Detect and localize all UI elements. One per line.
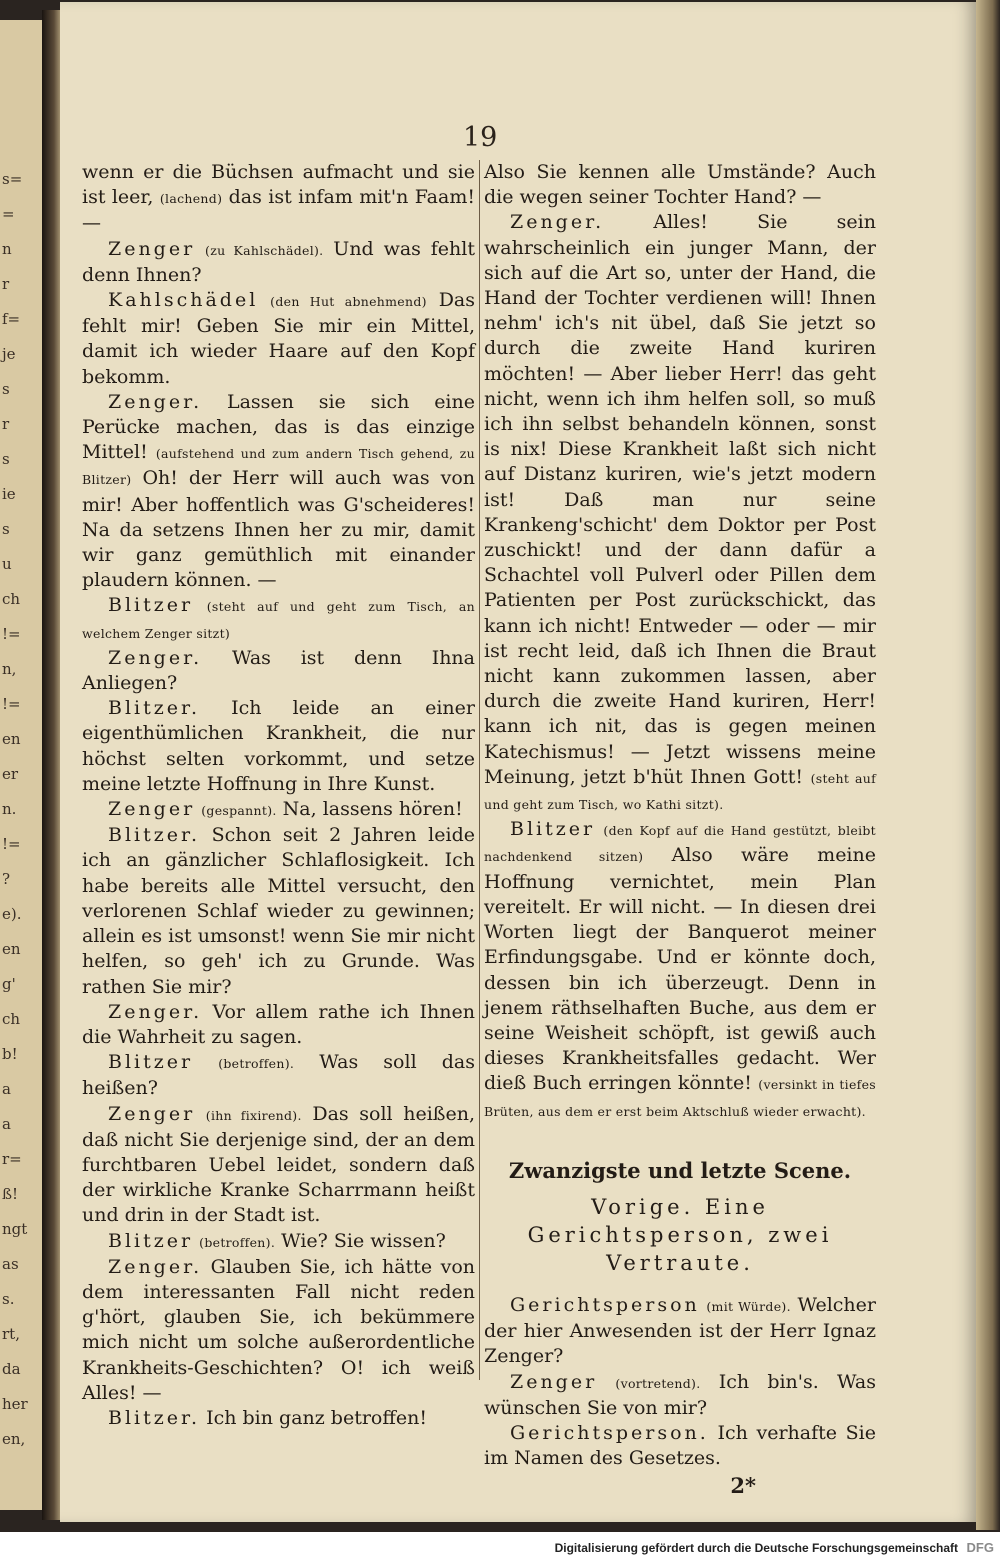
text-paragraph (82, 1102, 475, 1229)
dialogue-text (193, 594, 207, 616)
text-paragraph (82, 288, 475, 390)
previous-page-fragment: en, (2, 1430, 26, 1448)
dialogue-text: Also wäre meine Hoffnung vernichtet, mein Plan vereitelt. Er will nicht. — In diesen drei Worten liegt der Banquerot meiner Erfindungsgabe. Und er könnte doch, dessen bin ich überzeugt. Denn in jenem räthselhaften Buche, aus dem er seine Weisheit schöpft, ist gewiß auch dieses Krankheitsfalles gedacht. Wer dieß Buch erringen könnte! (484, 844, 876, 1095)
previous-page-fragment: rt, (2, 1325, 20, 1343)
dialogue-text: das ist infam mit'n Faam! — (82, 186, 475, 235)
speaker-name: Zenger. (108, 1255, 203, 1278)
previous-page-fragment: en (2, 940, 21, 958)
left-column (82, 160, 475, 1431)
previous-page-fragment: r= (2, 1150, 22, 1168)
dialogue-text: Glauben Sie, ich hätte von dem interessanten Fall nicht reden g'hört, glauben Sie, ich bekümmere mich nicht um solche außerordentliche Krankheits-Geschichten? O! ich weiß Alles! — (82, 1255, 475, 1404)
dialogue-text: Vor allem rathe ich Ihnen die Wahrheit zu sagen. (82, 1000, 475, 1048)
dialogue-text: Also Sie kennen alle Umstände? Auch die wegen seiner Tochter Hand? — (484, 161, 876, 209)
stage-direction: (versinkt in tiefes Brüten, aus dem er erst beim Aktschluß wieder erwacht). (484, 1077, 876, 1119)
previous-page-fragment: a (2, 1080, 11, 1098)
previous-page-fragment: a (2, 1115, 11, 1133)
speaker-name: Zenger (108, 798, 196, 821)
text-paragraph (484, 210, 876, 817)
text-paragraph (82, 1050, 475, 1101)
previous-page-fragment: != (2, 835, 21, 853)
previous-page-fragment: n (2, 240, 12, 258)
dialogue-text: Na, lassens hören! (276, 798, 463, 821)
dialogue-text (597, 1371, 615, 1393)
dialogue-text: Was soll das heißen? (82, 1051, 475, 1100)
dialogue-text (258, 289, 270, 311)
dialogue-text: Welcher der hier Anwesenden ist der Herr Ignaz Zenger? (484, 1293, 876, 1368)
dfg-logo: DFG (966, 1540, 994, 1555)
previous-page-fragment: s (2, 450, 10, 468)
speaker-name: Gerichtsperson (510, 1293, 700, 1316)
page-number: 19 (463, 122, 498, 153)
right-column (484, 160, 876, 1499)
dialogue-text: Was ist denn Ihna Anliegen? (82, 646, 475, 695)
page-right-edge (976, 0, 1000, 1530)
previous-page-fragment: as (2, 1255, 19, 1273)
speaker-name: Zenger. (108, 646, 203, 669)
dialogue-text (195, 238, 205, 260)
text-paragraph (484, 1293, 876, 1370)
speaker-name: Zenger. (108, 1000, 203, 1023)
dialogue-text: Ich verhafte Sie im Namen des Gesetzes. (484, 1421, 876, 1470)
previous-page-fragment: g' (2, 975, 16, 993)
previous-page-fragment: s= (2, 170, 23, 188)
stage-direction: (betroffen). (199, 1234, 276, 1250)
stage-direction: (lachend) (159, 191, 223, 207)
book-gutter (42, 10, 62, 1520)
stage-direction: (den Kopf auf die Hand gestützt, bleibt nachdenkend sitzen) (484, 823, 876, 865)
previous-page-fragment: f= (2, 310, 21, 328)
previous-page-fragment: n. (2, 800, 17, 818)
speaker-name: Zenger. (510, 211, 605, 234)
previous-page-fragment: = (2, 205, 15, 223)
previous-page-fragment: ie (2, 485, 16, 503)
text-paragraph (484, 817, 876, 1123)
dialogue-text (193, 1051, 218, 1073)
speaker-name: Zenger (510, 1370, 598, 1393)
dialogue-text: Ich bin's. Was wünschen Sie von mir? (484, 1370, 876, 1419)
scene-title: Zwanzigste und letzte Scene. (508, 1157, 852, 1183)
speaker-name: Kahlschädel (108, 289, 259, 312)
text-paragraph (82, 1000, 475, 1050)
speaker-name: Blitzer (108, 1229, 194, 1252)
text-paragraph (82, 797, 475, 823)
stage-direction: (aufstehend und zum andern Tisch gehend, zu Blitzer) (82, 446, 475, 488)
text-paragraph (82, 1406, 475, 1431)
previous-page-fragment: u (2, 555, 12, 573)
stage-direction: (den Hut abnehmend) (270, 294, 427, 310)
previous-page-fragment: != (2, 625, 21, 643)
stage-direction: (steht auf und geht zum Tisch, wo Kathi sitzt). (484, 770, 877, 813)
text-paragraph (82, 823, 475, 999)
previous-page-fragment: en (2, 730, 21, 748)
dialogue-text: Und was fehlt denn Ihnen? (82, 237, 475, 286)
speaker-name: Blitzer. (108, 697, 201, 720)
dialogue-text: Ich bin ganz betroffen! (200, 1406, 427, 1429)
previous-page-fragment: n, (2, 660, 17, 678)
previous-page-fragment: e). (2, 905, 22, 923)
previous-page-edge (0, 20, 42, 1510)
dialogue-text: Lassen sie sich eine Perücke machen, das is das einzige Mittel! (82, 390, 475, 464)
previous-page-fragment: s. (2, 1290, 15, 1308)
speaker-name: Blitzer (510, 818, 596, 841)
previous-page-fragment: s (2, 520, 10, 538)
dialogue-text (195, 1103, 206, 1125)
stage-direction: (zu Kahlschädel). (205, 242, 324, 258)
previous-page-fragment: b! (2, 1045, 18, 1063)
speaker-name: Blitzer (108, 1051, 194, 1074)
previous-page-fragment: ? (2, 870, 11, 888)
stage-direction: (mit Würde). (706, 1298, 791, 1314)
previous-page-fragment: ch (2, 1010, 21, 1028)
text-paragraph (82, 1229, 475, 1255)
text-paragraph (82, 1255, 475, 1406)
text-paragraph (484, 1421, 876, 1471)
previous-page-fragment: ß! (2, 1185, 19, 1203)
dialogue-text: Das soll heißen, daß nicht Sie derjenige sind, der an dem furchtbaren Uebel leidet, sondern daß der wirkliche Kranke Scharrmann heißt und drin in der Stadt ist. (82, 1102, 475, 1227)
previous-page-fragment: her (2, 1395, 28, 1413)
dialogue-text: Ich leide an einer eigenthümlichen Krankheit, die nur höchst selten vorkommt, und setze meine letzte Hoffnung in Ihre Kunst. (82, 697, 475, 795)
stage-direction: (steht auf und geht zum Tisch, an welchem Zenger sitzt) (82, 599, 475, 641)
speaker-name: Zenger (108, 1102, 196, 1125)
column-rule (479, 160, 480, 1380)
speaker-name: Blitzer. (108, 1406, 201, 1429)
text-paragraph (82, 593, 475, 645)
previous-page-fragment: r (2, 415, 10, 433)
dialogue-text: Oh! der Herr will auch was von mir! Aber hoffentlich was G'scheideres! Na da setzens Ihnen her zu mir, damit wir ganz gemüthlich mit einander plaudern können. — (82, 467, 475, 592)
catchword: 2* (730, 1473, 756, 1499)
previous-page-fragment: da (2, 1360, 21, 1378)
dialogue-text: wenn er die Büchsen aufmacht und sie ist leer, (82, 161, 475, 209)
previous-page-fragment: ch (2, 590, 21, 608)
dialogue-text: Alles! Sie sein wahrscheinlich ein junger Mann, der sich auf die Art so, unter der Hand, die Hand der Tochter verdienen will! Ihnen nehm' ich's nit übel, daß Sie jetzt so durch die zweite Hand kuriren möchten! — Aber lieber Herr! das geht nicht, wenn ich ihm helfen soll, so muß ich ihn selbst behandeln können, sonst is nix! Diese Krankheit laßt sich nicht auf Distanz kuriren, wie's jetzt modern ist! Daß man nur seine Krankeng'schicht' dem Doktor per Post zuschickt! und der dann dafür a Schachtel voll Pulverl oder Pillen dem Patienten per Post zurückschickt, das kann ich nicht! Entweder — oder — mir ist recht leid, daß ich Ihnen die Braut nicht kann zukommen lassen, aber durch die zweite Hand kuriren, Herr! kann ich nit, das is gegen meinen Katechismus! — Jetzt wissens meine Meinung, jetzt b'hüt Ihnen Gott! (484, 211, 876, 788)
text-paragraph (82, 160, 475, 237)
text-paragraph (82, 390, 475, 594)
text-paragraph (484, 1370, 876, 1421)
speaker-name: Zenger (108, 237, 196, 260)
stage-direction: (ihn fixirend). (205, 1107, 302, 1123)
speaker-name: Blitzer (108, 594, 194, 617)
footer-credit: Digitalisierung gefördert durch die Deutsche Forschungsgemeinschaft (554, 1541, 958, 1555)
text-paragraph (82, 646, 475, 696)
stage-direction: (betroffen). (218, 1056, 295, 1072)
previous-page-fragment: r (2, 275, 10, 293)
previous-page-fragment: != (2, 695, 21, 713)
text-paragraph (484, 160, 876, 210)
previous-page-fragment: je (2, 345, 16, 363)
previous-page-fragment: er (2, 765, 19, 783)
previous-page-fragment: ngt (2, 1220, 28, 1238)
right-column-dialogue (484, 160, 876, 1124)
stage-direction: (gespannt). (201, 803, 277, 819)
speaker-name: Zenger. (108, 390, 203, 413)
stage-direction: (vortretend). (615, 1375, 701, 1391)
dialogue-text: Das fehlt mir! Geben Sie mir ein Mittel, damit ich wieder Haare auf den Kopf bekomm. (82, 289, 475, 388)
text-paragraph (82, 237, 475, 288)
speaker-name: Gerichtsperson. (510, 1421, 709, 1444)
text-paragraph (82, 696, 475, 797)
previous-page-fragment: s (2, 380, 10, 398)
speaker-name: Blitzer. (108, 824, 201, 847)
dialogue-text: Schon seit 2 Jahren leide ich an gänzlicher Schlaflosigkeit. Ich habe bereits alle Mittel versucht, den verlorenen Schlaf wieder zu gewinnen; allein es ist umsonst! wenn Sie mir nicht helfen, so geh' ich zu Grunde. Was rathen Sie mir? (82, 824, 475, 998)
dialogue-text: Wie? Sie wissen? (275, 1229, 446, 1252)
scene-cast: Vorige. Eine Gerichtsperson, zwei Vertraute. (527, 1194, 833, 1275)
scene-dialogue (484, 1293, 876, 1471)
